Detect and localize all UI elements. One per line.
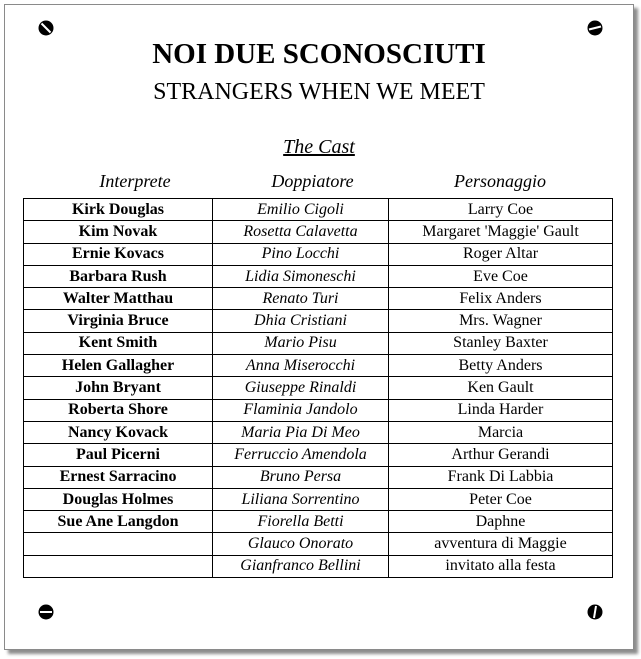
actor-cell: Roberta Shore	[24, 399, 213, 421]
actor-cell: Helen Gallagher	[24, 355, 213, 377]
character-cell: invitato alla festa	[389, 555, 613, 577]
character-cell: Betty Anders	[389, 355, 613, 377]
character-cell: avventura di Maggie	[389, 533, 613, 555]
table-row	[24, 243, 613, 265]
character-cell: Frank Di Labbia	[389, 466, 613, 488]
dubber-cell: Pino Locchi	[213, 243, 389, 265]
dubber-cell: Ferruccio Amendola	[213, 444, 389, 466]
screw-icon	[38, 604, 54, 620]
dubber-cell: Lidia Simoneschi	[213, 265, 389, 287]
actor-cell: Kent Smith	[24, 332, 213, 354]
table-row	[24, 288, 613, 310]
cast-table	[23, 198, 613, 578]
film-subtitle: STRANGERS WHEN WE MEET	[153, 79, 485, 105]
table-row	[24, 421, 613, 443]
table-row	[24, 199, 613, 221]
column-header-character: Personaggio	[454, 171, 546, 191]
actor-cell: Walter Matthau	[24, 288, 213, 310]
dubber-cell: Flaminia Jandolo	[213, 399, 389, 421]
table-row	[24, 221, 613, 243]
character-cell: Marcia	[389, 421, 613, 443]
actor-cell	[24, 555, 213, 577]
actor-cell	[24, 533, 213, 555]
dubber-cell: Bruno Persa	[213, 466, 389, 488]
column-header-dubber: Doppiatore	[271, 171, 354, 191]
character-cell: Stanley Baxter	[389, 332, 613, 354]
character-cell: Mrs. Wagner	[389, 310, 613, 332]
dubber-cell: Liliana Sorrentino	[213, 488, 389, 510]
table-row	[24, 310, 613, 332]
table-row	[24, 555, 613, 577]
character-cell: Ken Gault	[389, 377, 613, 399]
table-row	[24, 265, 613, 287]
dubber-cell: Anna Miserocchi	[213, 355, 389, 377]
character-cell: Roger Altar	[389, 243, 613, 265]
dubber-cell: Rosetta Calavetta	[213, 221, 389, 243]
dubber-cell: Emilio Cigoli	[213, 199, 389, 221]
table-row	[24, 377, 613, 399]
character-cell: Daphne	[389, 511, 613, 533]
actor-cell: Douglas Holmes	[24, 488, 213, 510]
character-cell: Felix Anders	[389, 288, 613, 310]
character-cell: Margaret 'Maggie' Gault	[389, 221, 613, 243]
actor-cell: John Bryant	[24, 377, 213, 399]
table-row	[24, 355, 613, 377]
actor-cell: Ernest Sarracino	[24, 466, 213, 488]
dubber-cell: Giuseppe Rinaldi	[213, 377, 389, 399]
actor-cell: Barbara Rush	[24, 265, 213, 287]
actor-cell: Kirk Douglas	[24, 199, 213, 221]
character-cell: Peter Coe	[389, 488, 613, 510]
table-row	[24, 466, 613, 488]
dubber-cell: Maria Pia Di Meo	[213, 421, 389, 443]
dubber-cell: Renato Turi	[213, 288, 389, 310]
character-cell: Arthur Gerandi	[389, 444, 613, 466]
dubber-cell: Fiorella Betti	[213, 511, 389, 533]
screw-icon	[587, 20, 603, 36]
actor-cell: Ernie Kovacs	[24, 243, 213, 265]
actor-cell: Paul Picerni	[24, 444, 213, 466]
table-row	[24, 488, 613, 510]
dubber-cell: Glauco Onorato	[213, 533, 389, 555]
character-cell: Eve Coe	[389, 265, 613, 287]
actor-cell: Nancy Kovack	[24, 421, 213, 443]
screw-icon	[587, 604, 603, 620]
character-cell: Larry Coe	[389, 199, 613, 221]
screw-icon	[38, 20, 54, 36]
dubber-cell: Dhia Cristiani	[213, 310, 389, 332]
table-row	[24, 533, 613, 555]
column-header-actor: Interprete	[99, 171, 171, 191]
cast-heading: The Cast	[283, 136, 355, 158]
character-cell: Linda Harder	[389, 399, 613, 421]
film-title: NOI DUE SCONOSCIUTI	[152, 38, 486, 70]
cast-plaque	[4, 4, 634, 650]
table-row	[24, 444, 613, 466]
actor-cell: Sue Ane Langdon	[24, 511, 213, 533]
actor-cell: Kim Novak	[24, 221, 213, 243]
dubber-cell: Mario Pisu	[213, 332, 389, 354]
table-row	[24, 511, 613, 533]
table-row	[24, 332, 613, 354]
dubber-cell: Gianfranco Bellini	[213, 555, 389, 577]
actor-cell: Virginia Bruce	[24, 310, 213, 332]
table-row	[24, 399, 613, 421]
